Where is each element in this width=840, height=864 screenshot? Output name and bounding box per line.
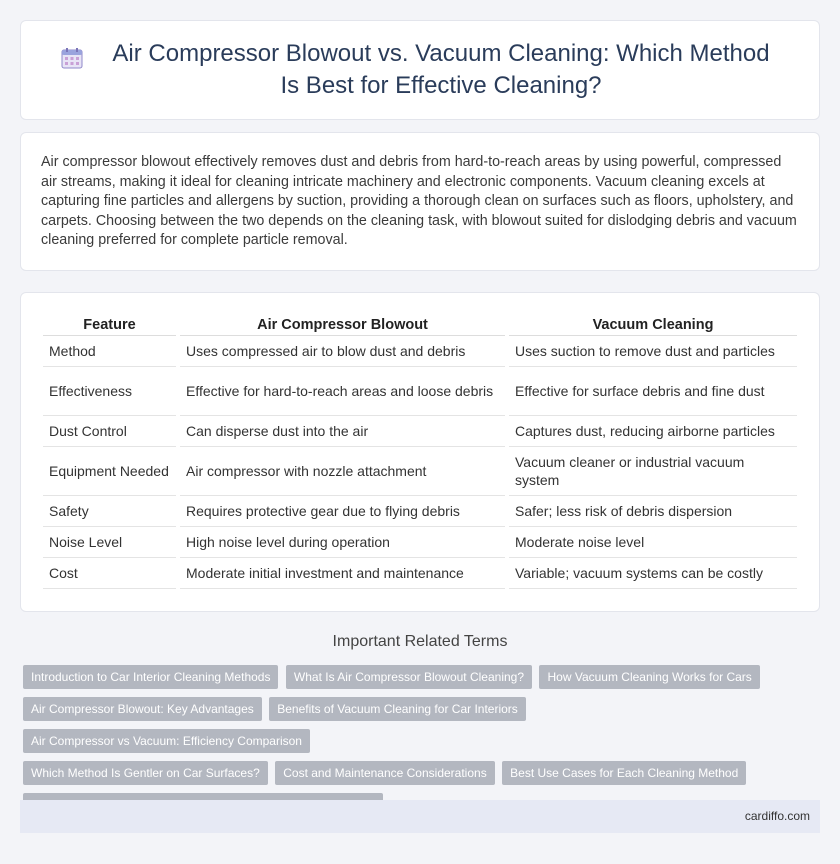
table-cell: Uses compressed air to blow dust and debris <box>180 336 505 367</box>
related-term-tag[interactable]: Introduction to Car Interior Cleaning Methods <box>23 665 278 689</box>
table-cell: Moderate initial investment and maintenance <box>180 558 505 589</box>
table-cell: Dust Control <box>43 416 176 447</box>
calendar-icon <box>61 47 83 69</box>
table-cell: Uses suction to remove dust and particles <box>509 336 797 367</box>
table-cell: Effective for hard-to-reach areas and loose debris <box>180 367 505 416</box>
related-term-tag[interactable]: Which Method Is Gentler on Car Surfaces? <box>23 761 268 785</box>
table-cell: Effectiveness <box>43 367 176 416</box>
table-cell: Cost <box>43 558 176 589</box>
table-cell: High noise level during operation <box>180 527 505 558</box>
footer <box>20 800 820 833</box>
table-row <box>43 447 797 496</box>
table-cell: Variable; vacuum systems can be costly <box>509 558 797 589</box>
table-row <box>43 336 797 367</box>
table-cell: Requires protective gear due to flying debris <box>180 496 505 527</box>
column-header: Air Compressor Blowout <box>180 313 505 336</box>
table-row <box>43 416 797 447</box>
table-cell: Noise Level <box>43 527 176 558</box>
column-header: Feature <box>43 313 176 336</box>
summary-card <box>20 132 820 271</box>
related-term-tag[interactable]: Best Use Cases for Each Cleaning Method <box>502 761 746 785</box>
related-term-tag[interactable]: Benefits of Vacuum Cleaning for Car Interiors <box>269 697 526 721</box>
table-row <box>43 496 797 527</box>
table-cell: Air compressor with nozzle attachment <box>180 447 505 496</box>
table-cell: Safer; less risk of debris dispersion <box>509 496 797 527</box>
table-cell: Moderate noise level <box>509 527 797 558</box>
related-term-tag[interactable]: Air Compressor Blowout: Key Advantages <box>23 697 262 721</box>
table-cell: Safety <box>43 496 176 527</box>
table-cell: Method <box>43 336 176 367</box>
column-header: Vacuum Cleaning <box>509 313 797 336</box>
comparison-table <box>39 313 801 589</box>
table-cell: Captures dust, reducing airborne particles <box>509 416 797 447</box>
related-term-tag[interactable]: What Is Air Compressor Blowout Cleaning? <box>286 665 532 689</box>
summary-text: Air compressor blowout effectively removes dust and debris from hard-to-reach areas by using powerful, compressed air streams, making it ideal for cleaning intricate machinery and electronic components. Vacuum cleaning excels at capturing fine particles and allergens by suction, providing a thorough clean on surfaces such as floors, upholstery, and carpets. Choosing between the two depends on the cleaning task, with blowout suited for dislodging debris and vacuum cleaning preferred for complete particle removal. <box>41 154 797 248</box>
table-cell: Can disperse dust into the air <box>180 416 505 447</box>
table-cell: Equipment Needed <box>43 447 176 496</box>
table-cell: Vacuum cleaner or industrial vacuum system <box>509 447 797 496</box>
table-header-row <box>43 313 797 336</box>
related-term-tag[interactable]: How Vacuum Cleaning Works for Cars <box>539 665 759 689</box>
page-title: Air Compressor Blowout vs. Vacuum Cleaning: Which Method Is Best for Effective Cleaning? <box>112 40 770 99</box>
related-term-tag[interactable]: Cost and Maintenance Considerations <box>275 761 494 785</box>
table-cell: Effective for surface debris and fine dust <box>509 367 797 416</box>
related-terms-title: Important Related Terms <box>332 633 508 650</box>
footer-site-link[interactable]: cardiffo.com <box>744 809 810 823</box>
table-row <box>43 527 797 558</box>
related-term-tag[interactable]: Air Compressor vs Vacuum: Efficiency Comparison <box>23 729 310 753</box>
table-row <box>43 558 797 589</box>
header-card <box>20 20 820 120</box>
table-row <box>43 367 797 416</box>
comparison-table-card <box>20 292 820 612</box>
